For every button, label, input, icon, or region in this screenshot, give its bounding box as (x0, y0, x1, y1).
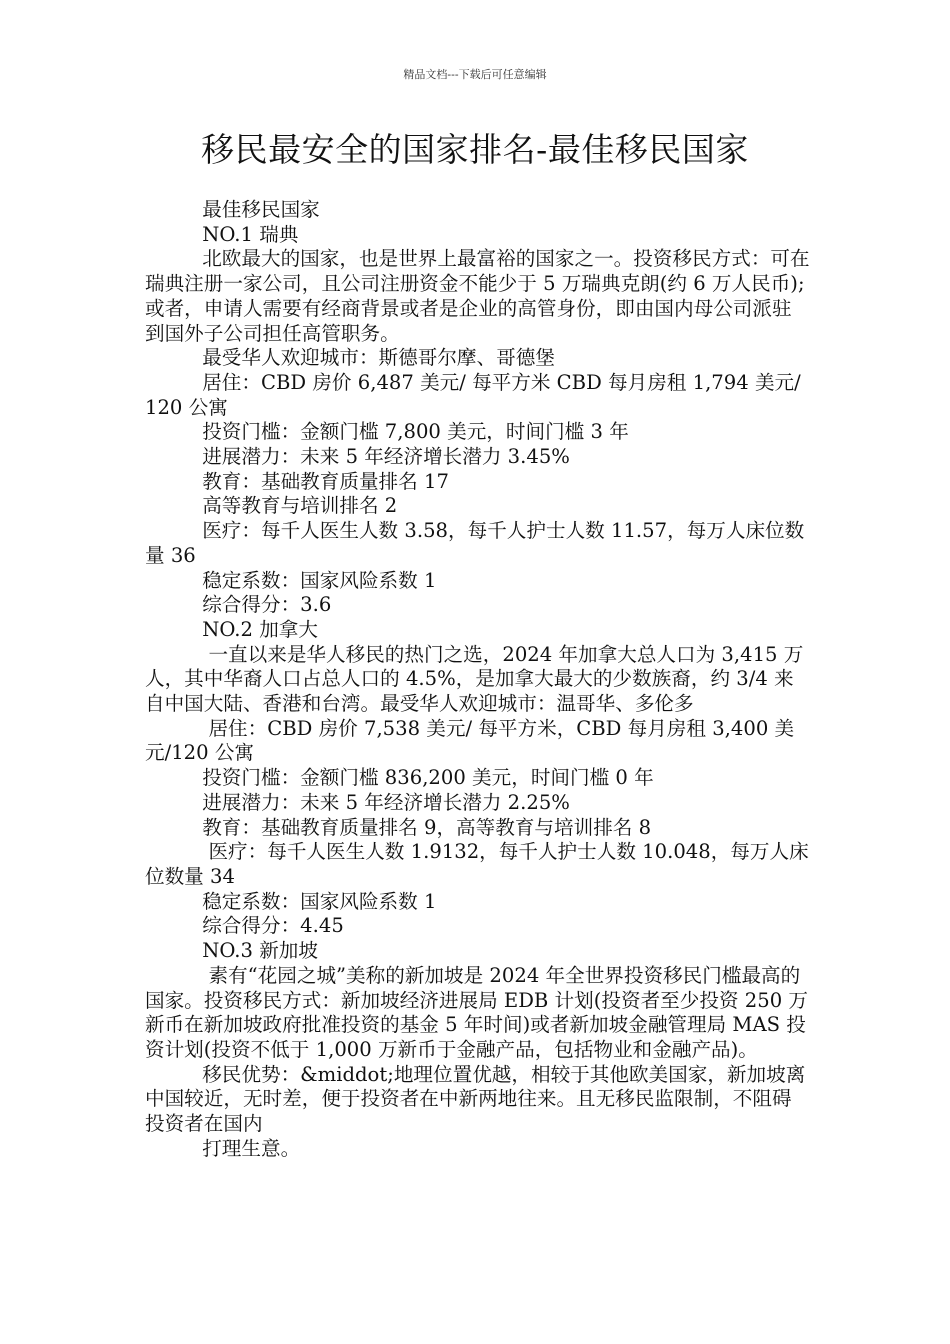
paragraph: 综合得分：3.6 (202, 593, 332, 617)
paragraph: NO.1 瑞典 (202, 222, 299, 246)
paragraph: 进展潜力：未来 5 年经济增长潜力 2.25% (202, 790, 570, 814)
paragraph: 居住：CBD 房价 6,487 美元/ 每平方米 CBD 每月房租 1,794 美元/120 公寓 (145, 370, 801, 419)
paragraph: 北欧最大的国家，也是世界上最富裕的国家之一。投资移民方式：可在瑞典注册一家公司，且公司注册资金不能少于 5 万瑞典克朗(约 6 万人民币);或者，申请人需要有经商背景或者是企业的高管身份，即由国内母公司派驻到国外子公司担任高管职务。 (145, 247, 810, 345)
paragraph: 医疗：每千人医生人数 1.9132，每千人护士人数 10.048，每万人床位数量 34 (145, 840, 809, 888)
paragraph: 医疗：每千人医生人数 3.58，每千人护士人数 11.57，每万人床位数量 36 (145, 519, 805, 567)
paragraph: 教育：基础教育质量排名 9，高等教育与培训排名 8 (202, 815, 652, 839)
paragraph: NO.2 加拿大 (202, 617, 318, 641)
paragraph: 一直以来是华人移民的热门之选，2024 年加拿大总人口为 3,415 万人，其中华裔人口占总人口的 4.5%，是加拿大最大的少数族裔，约 3/4 来自中国大陆、香港和台湾。最受华人欢迎城市：温哥华、多伦多 (145, 642, 804, 716)
paragraph: 稳定系数：国家风险系数 1 (202, 568, 437, 592)
paragraph: 移民优势：&middot;地理位置优越，相较于其他欧美国家，新加坡离中国较近，无时差，便于投资者在中新两地往来。且无移民监限制，不阻碍投资者在国内 (145, 1062, 806, 1136)
paragraph: 最佳移民国家 (202, 198, 320, 221)
paragraph: 打理生意。 (202, 1136, 301, 1160)
paragraph: 稳定系数：国家风险系数 1 (202, 889, 437, 913)
page-header: 精品文档---下载后可任意编辑 (403, 68, 547, 81)
paragraph: 居住：CBD 房价 7,538 美元/ 每平方米，CBD 每月房租 3,400 美元/120 公寓 (145, 716, 795, 765)
paragraph: 高等教育与培训排名 2 (202, 494, 398, 518)
paragraph: 投资门槛：金额门槛 7,800 美元，时间门槛 3 年 (202, 420, 629, 444)
paragraph: 教育：基础教育质量排名 17 (202, 469, 449, 493)
paragraph: NO.3 新加坡 (202, 939, 318, 963)
paragraph: 最受华人欢迎城市：斯德哥尔摩、哥德堡 (202, 346, 555, 370)
paragraph: 进展潜力：未来 5 年经济增长潜力 3.45% (202, 445, 570, 469)
paragraph: 综合得分：4.45 (202, 914, 344, 938)
paragraph: 投资门槛：金额门槛 836,200 美元，时间门槛 0 年 (202, 766, 654, 790)
page-title: 移民最安全的国家排名-最佳移民国家 (201, 130, 749, 169)
paragraph: 素有“花园之城”美称的新加坡是 2024 年全世界投资移民门槛最高的国家。投资移民方式：新加坡经济进展局 EDB 计划(投资者至少投资 250 万新币在新加坡政府批准投资的基金 5 年时间)或者新加坡金融管理局 MAS 投资计划(投资不低于 1,000 万新币于金融产品，包括物业和金融产品)。 (145, 963, 808, 1061)
document-body (145, 198, 810, 1161)
